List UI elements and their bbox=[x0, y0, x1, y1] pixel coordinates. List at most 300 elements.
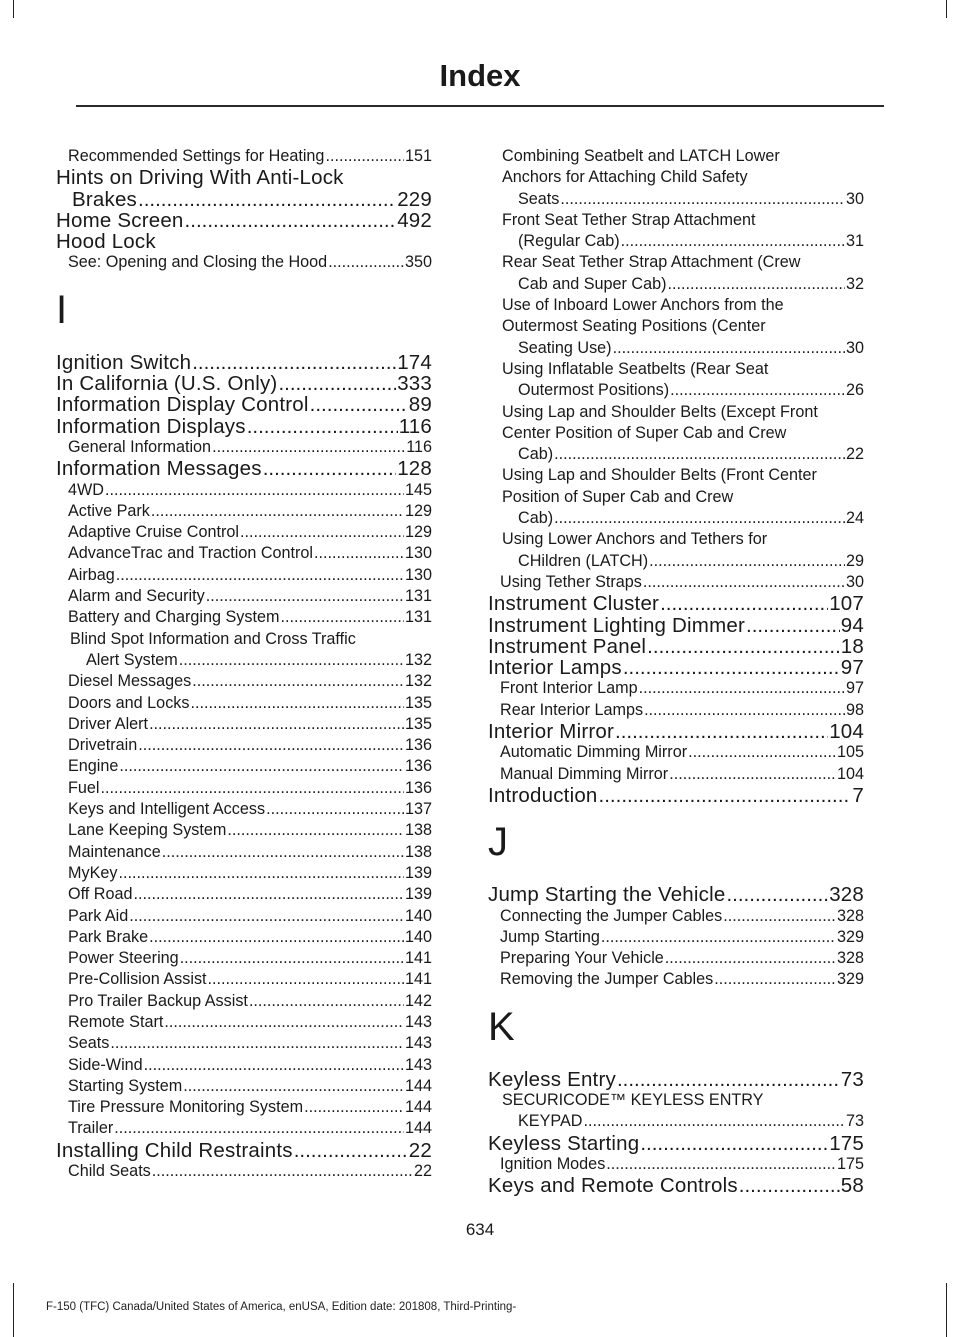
index-sub-entry bbox=[488, 948, 864, 969]
dot-leader bbox=[325, 146, 404, 167]
entry-page: 73 bbox=[840, 1067, 864, 1091]
entry-page: 140 bbox=[404, 927, 432, 946]
dot-leader bbox=[116, 565, 404, 586]
index-main-entry bbox=[56, 210, 432, 231]
index-sub-entry bbox=[56, 1118, 432, 1139]
entry-text: Automatic Dimming Mirror bbox=[500, 743, 688, 762]
entry-text: Instrument Cluster bbox=[488, 592, 660, 616]
entry-text: Combining Seatbelt and LATCH Lower bbox=[502, 147, 780, 165]
crop-mark-bottom-right bbox=[946, 1283, 947, 1337]
entry-page: 131 bbox=[404, 608, 432, 627]
entry-text: Lane Keeping System bbox=[68, 821, 227, 840]
dot-leader bbox=[192, 671, 404, 692]
dot-leader bbox=[266, 799, 404, 820]
index-entry-line bbox=[86, 650, 432, 671]
entry-text: Airbag bbox=[68, 565, 115, 584]
entry-page: 333 bbox=[397, 372, 432, 396]
dot-leader bbox=[190, 693, 404, 714]
dot-leader bbox=[152, 1161, 413, 1182]
entry-text: Manual Dimming Mirror bbox=[500, 764, 669, 783]
entry-page: 175 bbox=[829, 1131, 864, 1155]
entry-page: 229 bbox=[397, 187, 432, 211]
index-sub-entry bbox=[488, 146, 864, 210]
crop-mark-top-left bbox=[13, 0, 14, 18]
entry-text: Park Brake bbox=[68, 927, 149, 946]
index-main-entry bbox=[488, 593, 864, 614]
dot-leader bbox=[623, 657, 840, 678]
index-entry-line bbox=[72, 189, 432, 210]
entry-text: Keys and Intelligent Access bbox=[68, 800, 266, 819]
index-main-entry bbox=[488, 785, 864, 806]
dot-leader bbox=[138, 189, 396, 210]
index-sub-entry bbox=[56, 252, 432, 273]
entry-text: Off Road bbox=[68, 885, 133, 904]
dot-leader bbox=[640, 1133, 828, 1154]
entry-text: Battery and Charging System bbox=[68, 608, 280, 627]
index-entry-line bbox=[518, 1111, 864, 1132]
dot-leader bbox=[144, 1055, 404, 1076]
entry-page: 174 bbox=[397, 350, 432, 374]
entry-text: Use of Inboard Lower Anchors from the bbox=[502, 296, 784, 315]
entry-page: 130 bbox=[404, 544, 432, 563]
dot-leader bbox=[670, 380, 845, 401]
entry-text: Maintenance bbox=[68, 842, 161, 861]
entry-page: 136 bbox=[404, 757, 432, 776]
dot-leader bbox=[179, 650, 404, 671]
dot-leader bbox=[554, 444, 845, 465]
index-main-entry bbox=[488, 657, 864, 678]
entry-page: 328 bbox=[836, 906, 864, 925]
entry-page: 129 bbox=[404, 501, 432, 520]
dot-leader bbox=[639, 678, 845, 699]
entry-text: Driver Alert bbox=[68, 714, 149, 733]
dot-leader bbox=[192, 352, 396, 373]
index-entry-line bbox=[518, 338, 864, 359]
dot-leader bbox=[110, 1033, 404, 1054]
entry-text: Diesel Messages bbox=[68, 672, 192, 691]
index-sub-entry bbox=[56, 948, 432, 969]
entry-page: 22 bbox=[845, 445, 864, 464]
entry-page: 135 bbox=[404, 714, 432, 733]
index-sub-entry bbox=[56, 565, 432, 586]
entry-text: CHildren (LATCH) bbox=[518, 551, 649, 570]
index-entry-line bbox=[518, 444, 864, 465]
dot-leader bbox=[183, 1076, 404, 1097]
entry-text: Starting System bbox=[68, 1076, 183, 1095]
index-main-entry bbox=[56, 373, 432, 394]
index-sub-entry bbox=[56, 629, 432, 672]
entry-page: 58 bbox=[840, 1174, 864, 1198]
index-sub-entry bbox=[56, 437, 432, 458]
entry-text: Engine bbox=[68, 757, 119, 776]
entry-text: Seating Use) bbox=[518, 338, 612, 357]
index-main-entry bbox=[488, 1069, 864, 1090]
entry-page: 97 bbox=[845, 679, 864, 698]
entry-page: 136 bbox=[404, 736, 432, 755]
index-sub-entry bbox=[488, 295, 864, 359]
entry-text: SECURICODE™ KEYLESS ENTRY bbox=[502, 1090, 764, 1109]
entry-page: 329 bbox=[836, 970, 864, 989]
index-sub-entry bbox=[488, 969, 864, 990]
index-sub-entry bbox=[56, 1076, 432, 1097]
entry-text: (Regular Cab) bbox=[518, 232, 620, 251]
entry-page: 104 bbox=[829, 720, 864, 744]
entry-text: Keyless Entry bbox=[488, 1067, 616, 1091]
index-sub-entry bbox=[488, 700, 864, 721]
index-sub-entry bbox=[488, 1090, 864, 1133]
entry-text: In California (U.S. Only) bbox=[56, 372, 278, 396]
dot-leader bbox=[212, 437, 405, 458]
entry-page: 104 bbox=[836, 764, 864, 783]
entry-text: General Information bbox=[68, 437, 212, 456]
entry-page: 105 bbox=[836, 743, 864, 762]
index-sub-entry bbox=[56, 714, 432, 735]
index-main-entry bbox=[488, 884, 864, 905]
entry-page: 138 bbox=[404, 821, 432, 840]
entry-text: Using Lap and Shoulder Belts (Except Front bbox=[502, 402, 818, 421]
dot-leader bbox=[149, 714, 404, 735]
index-entry-line bbox=[518, 189, 864, 210]
index-sub-entry bbox=[488, 210, 864, 253]
footer-edition-info: F-150 (TFC) Canada/United States of America, enUSA, Edition date: 201808, Third-Printing- bbox=[46, 1301, 517, 1313]
entry-page: 135 bbox=[404, 693, 432, 712]
dot-leader bbox=[185, 210, 397, 231]
entry-page: 116 bbox=[406, 437, 432, 456]
index-sub-entry bbox=[488, 764, 864, 785]
entry-page: 145 bbox=[404, 480, 432, 499]
entry-page: 116 bbox=[398, 414, 432, 438]
entry-text: Center Position of Super Cab and Crew bbox=[502, 423, 787, 442]
dot-leader bbox=[723, 906, 836, 927]
entry-text: Rear Interior Lamps bbox=[500, 700, 644, 719]
entry-page: 141 bbox=[404, 949, 432, 968]
dot-leader bbox=[560, 189, 845, 210]
dot-leader bbox=[294, 1140, 408, 1161]
entry-page: 89 bbox=[408, 393, 432, 417]
entry-page: 29 bbox=[845, 551, 864, 570]
dot-leader bbox=[617, 1069, 840, 1090]
index-entry-line bbox=[518, 231, 864, 252]
dot-leader bbox=[119, 756, 404, 777]
index-sub-entry bbox=[56, 842, 432, 863]
index-sub-entry bbox=[56, 906, 432, 927]
index-main-entry bbox=[56, 416, 432, 437]
entry-text: Remote Start bbox=[68, 1012, 164, 1031]
entry-text: Information Messages bbox=[56, 457, 262, 481]
entry-text: Pre-Collision Assist bbox=[68, 970, 207, 989]
entry-page: 141 bbox=[404, 970, 432, 989]
index-sub-entry bbox=[488, 906, 864, 927]
index-sub-entry bbox=[56, 501, 432, 522]
dot-leader bbox=[138, 735, 404, 756]
dot-leader bbox=[278, 373, 396, 394]
index-main-entry bbox=[56, 167, 432, 210]
dot-leader bbox=[101, 778, 404, 799]
entry-text: Jump Starting the Vehicle bbox=[488, 883, 726, 907]
entry-page: 130 bbox=[404, 565, 432, 584]
entry-text: MyKey bbox=[68, 863, 118, 882]
dot-leader bbox=[643, 572, 845, 593]
index-entry-line bbox=[518, 380, 864, 401]
entry-page: 132 bbox=[404, 650, 432, 669]
entry-page: 32 bbox=[845, 274, 864, 293]
dot-leader bbox=[726, 884, 828, 905]
entry-page: 31 bbox=[845, 232, 864, 251]
dot-leader bbox=[162, 842, 404, 863]
entry-page: 132 bbox=[404, 672, 432, 691]
entry-text: Outermost Seating Positions (Center bbox=[502, 317, 766, 336]
dot-leader bbox=[665, 948, 836, 969]
index-main-entry bbox=[56, 1140, 432, 1161]
index-sub-entry bbox=[56, 927, 432, 948]
index-sub-entry bbox=[488, 927, 864, 948]
entry-text: Recommended Settings for Heating bbox=[68, 147, 325, 165]
dot-leader bbox=[149, 927, 404, 948]
entry-text: Park Aid bbox=[68, 906, 129, 925]
entry-text: Side-Wind bbox=[68, 1055, 143, 1074]
dot-leader bbox=[208, 969, 404, 990]
dot-leader bbox=[714, 969, 836, 990]
index-sub-entry bbox=[488, 465, 864, 529]
dot-leader bbox=[164, 1012, 404, 1033]
entry-text: Home Screen bbox=[56, 208, 184, 232]
dot-leader bbox=[180, 948, 404, 969]
entry-text: Blind Spot Information and Cross Traffic bbox=[70, 629, 356, 648]
entry-text: Ignition Switch bbox=[56, 350, 192, 374]
dot-leader bbox=[606, 1154, 836, 1175]
index-sub-entry bbox=[56, 1097, 432, 1118]
index-sub-entry bbox=[56, 863, 432, 884]
entry-page: 143 bbox=[404, 1012, 432, 1031]
entry-page: 151 bbox=[404, 147, 432, 165]
entry-page: 140 bbox=[404, 906, 432, 925]
entry-text: Seats bbox=[518, 189, 560, 208]
dot-leader bbox=[644, 700, 845, 721]
entry-page: 22 bbox=[413, 1162, 432, 1181]
index-sub-entry bbox=[56, 480, 432, 501]
entry-text: AdvanceTrac and Traction Control bbox=[68, 544, 314, 563]
entry-text: Power Steering bbox=[68, 949, 179, 968]
page-title: Index bbox=[439, 58, 521, 93]
title-rule bbox=[76, 105, 884, 107]
entry-text: KEYPAD bbox=[518, 1112, 583, 1131]
entry-page: 73 bbox=[845, 1112, 864, 1131]
index-sub-entry bbox=[56, 543, 432, 564]
entry-page: 328 bbox=[836, 949, 864, 968]
index-sub-entry bbox=[56, 884, 432, 905]
index-sub-entry bbox=[56, 522, 432, 543]
entry-text: Keyless Starting bbox=[488, 1131, 640, 1155]
entry-page: 26 bbox=[845, 381, 864, 400]
index-main-entry bbox=[56, 352, 432, 373]
section-letter: K bbox=[488, 1004, 515, 1049]
index-column-left bbox=[56, 146, 432, 1182]
dot-leader bbox=[615, 721, 828, 742]
dot-leader bbox=[669, 764, 836, 785]
entry-text: Introduction bbox=[488, 783, 598, 807]
entry-text: Installing Child Restraints bbox=[56, 1138, 293, 1162]
dot-leader bbox=[247, 416, 398, 437]
index-sub-entry bbox=[488, 678, 864, 699]
dot-leader bbox=[739, 1175, 840, 1196]
entry-text: Outermost Positions) bbox=[518, 381, 670, 400]
entry-text: See: Opening and Closing the Hood bbox=[68, 253, 328, 272]
entry-text: Information Displays bbox=[56, 414, 246, 438]
dot-leader bbox=[554, 508, 845, 529]
entry-page: 129 bbox=[404, 523, 432, 542]
entry-text: Anchors for Attaching Child Safety bbox=[502, 168, 748, 187]
entry-text: Trailer bbox=[68, 1119, 114, 1138]
entry-page: 329 bbox=[836, 927, 864, 946]
dot-leader bbox=[314, 543, 404, 564]
index-main-entry bbox=[488, 1133, 864, 1154]
index-sub-entry bbox=[488, 402, 864, 466]
entry-text: Preparing Your Vehicle bbox=[500, 949, 664, 968]
entry-page: 143 bbox=[404, 1034, 432, 1053]
index-sub-entry bbox=[56, 799, 432, 820]
index-sub-entry bbox=[56, 1161, 432, 1182]
entry-page: 138 bbox=[404, 842, 432, 861]
entry-text: Using Lap and Shoulder Belts (Front Center bbox=[502, 466, 817, 485]
index-sub-entry bbox=[56, 671, 432, 692]
entry-text: Cab) bbox=[518, 509, 554, 528]
entry-page: 328 bbox=[829, 883, 864, 907]
entry-text: Doors and Locks bbox=[68, 693, 190, 712]
index-sub-entry bbox=[488, 529, 864, 572]
index-sub-entry bbox=[56, 1033, 432, 1054]
entry-text: 4WD bbox=[68, 480, 104, 499]
entry-text: Child Seats bbox=[68, 1162, 151, 1181]
index-sub-entry bbox=[488, 252, 864, 295]
dot-leader bbox=[649, 551, 845, 572]
index-main-entry bbox=[488, 1175, 864, 1196]
index-sub-entry bbox=[56, 1055, 432, 1076]
index-sub-entry bbox=[56, 820, 432, 841]
dot-leader bbox=[105, 480, 404, 501]
dot-leader bbox=[263, 458, 397, 479]
dot-leader bbox=[240, 522, 404, 543]
dot-leader bbox=[613, 338, 845, 359]
dot-leader bbox=[129, 906, 404, 927]
entry-page: 107 bbox=[829, 592, 864, 616]
entry-text: Tire Pressure Monitoring System bbox=[68, 1098, 304, 1117]
dot-leader bbox=[688, 742, 836, 763]
dot-leader bbox=[621, 231, 845, 252]
dot-leader bbox=[134, 884, 404, 905]
dot-leader bbox=[304, 1097, 404, 1118]
crop-mark-top-right bbox=[946, 0, 947, 18]
dot-leader bbox=[310, 394, 408, 415]
entry-page: 144 bbox=[404, 1119, 432, 1138]
entry-page: 18 bbox=[840, 634, 864, 658]
dot-leader bbox=[583, 1111, 845, 1132]
index-sub-entry bbox=[488, 1154, 864, 1175]
dot-leader bbox=[667, 274, 845, 295]
index-sub-entry bbox=[56, 586, 432, 607]
index-sub-entry bbox=[56, 735, 432, 756]
entry-text: Keys and Remote Controls bbox=[488, 1174, 738, 1198]
index-entry-line bbox=[518, 551, 864, 572]
entry-text: Position of Super Cab and Crew bbox=[502, 487, 734, 506]
index-sub-entry bbox=[56, 146, 432, 167]
entry-text: Cab and Super Cab) bbox=[518, 274, 667, 293]
entry-page: 24 bbox=[845, 509, 864, 528]
entry-text: Rear Seat Tether Strap Attachment (Crew bbox=[502, 253, 801, 272]
dot-leader bbox=[114, 1118, 404, 1139]
index-sub-entry bbox=[488, 742, 864, 763]
entry-page: 22 bbox=[408, 1138, 432, 1162]
entry-page: 350 bbox=[404, 253, 432, 272]
index-main-entry bbox=[488, 636, 864, 657]
entry-page: 97 bbox=[840, 656, 864, 680]
entry-text: Alert System bbox=[86, 650, 178, 669]
section-letter: J bbox=[488, 820, 508, 865]
entry-text: Fuel bbox=[68, 778, 100, 797]
index-sub-entry bbox=[56, 991, 432, 1012]
entry-page: 30 bbox=[845, 338, 864, 357]
entry-page: 7 bbox=[852, 783, 864, 807]
dot-leader bbox=[601, 927, 836, 948]
dot-leader bbox=[660, 593, 828, 614]
index-main-entry bbox=[56, 458, 432, 479]
index-main-entry bbox=[56, 394, 432, 415]
entry-text: Seats bbox=[68, 1034, 110, 1053]
index-entry-line bbox=[518, 508, 864, 529]
entry-text: Brakes bbox=[72, 187, 138, 211]
entry-text: Jump Starting bbox=[500, 927, 600, 946]
page-number: 634 bbox=[465, 1220, 495, 1239]
entry-text: Interior Mirror bbox=[488, 720, 615, 744]
entry-text: Removing the Jumper Cables bbox=[500, 970, 714, 989]
dot-leader bbox=[647, 636, 840, 657]
entry-page: 30 bbox=[845, 572, 864, 591]
crop-mark-bottom-left bbox=[13, 1283, 14, 1337]
entry-text: Hints on Driving With Anti-Lock bbox=[56, 166, 344, 190]
entry-text: Instrument Lighting Dimmer bbox=[488, 613, 745, 637]
entry-text: Alarm and Security bbox=[68, 587, 205, 606]
entry-text: Front Interior Lamp bbox=[500, 679, 638, 698]
entry-page: 136 bbox=[404, 778, 432, 797]
index-main-entry bbox=[488, 721, 864, 742]
index-sub-entry bbox=[56, 607, 432, 628]
dot-leader bbox=[151, 501, 404, 522]
entry-page: 142 bbox=[404, 991, 432, 1010]
entry-text: Information Display Control bbox=[56, 393, 309, 417]
entry-text: Ignition Modes bbox=[500, 1154, 606, 1173]
index-sub-entry bbox=[56, 778, 432, 799]
entry-page: 30 bbox=[845, 189, 864, 208]
dot-leader bbox=[280, 607, 404, 628]
entry-text: Drivetrain bbox=[68, 736, 138, 755]
entry-text: Connecting the Jumper Cables bbox=[500, 906, 723, 925]
dot-leader bbox=[746, 615, 840, 636]
dot-leader bbox=[227, 820, 404, 841]
entry-text: Instrument Panel bbox=[488, 634, 647, 658]
entry-page: 139 bbox=[404, 885, 432, 904]
entry-text: Using Inflatable Seatbelts (Rear Seat bbox=[502, 359, 769, 378]
entry-text: Cab) bbox=[518, 445, 554, 464]
dot-leader bbox=[599, 785, 852, 806]
index-main-entry bbox=[488, 615, 864, 636]
index-main-entry: Hood Lock bbox=[56, 230, 156, 254]
entry-text: Interior Lamps bbox=[488, 656, 622, 680]
entry-page: 492 bbox=[397, 208, 432, 232]
index-sub-entry bbox=[56, 1012, 432, 1033]
entry-page: 137 bbox=[404, 800, 432, 819]
entry-page: 94 bbox=[840, 613, 864, 637]
entry-text: Active Park bbox=[68, 501, 150, 520]
entry-page: 131 bbox=[404, 587, 432, 606]
